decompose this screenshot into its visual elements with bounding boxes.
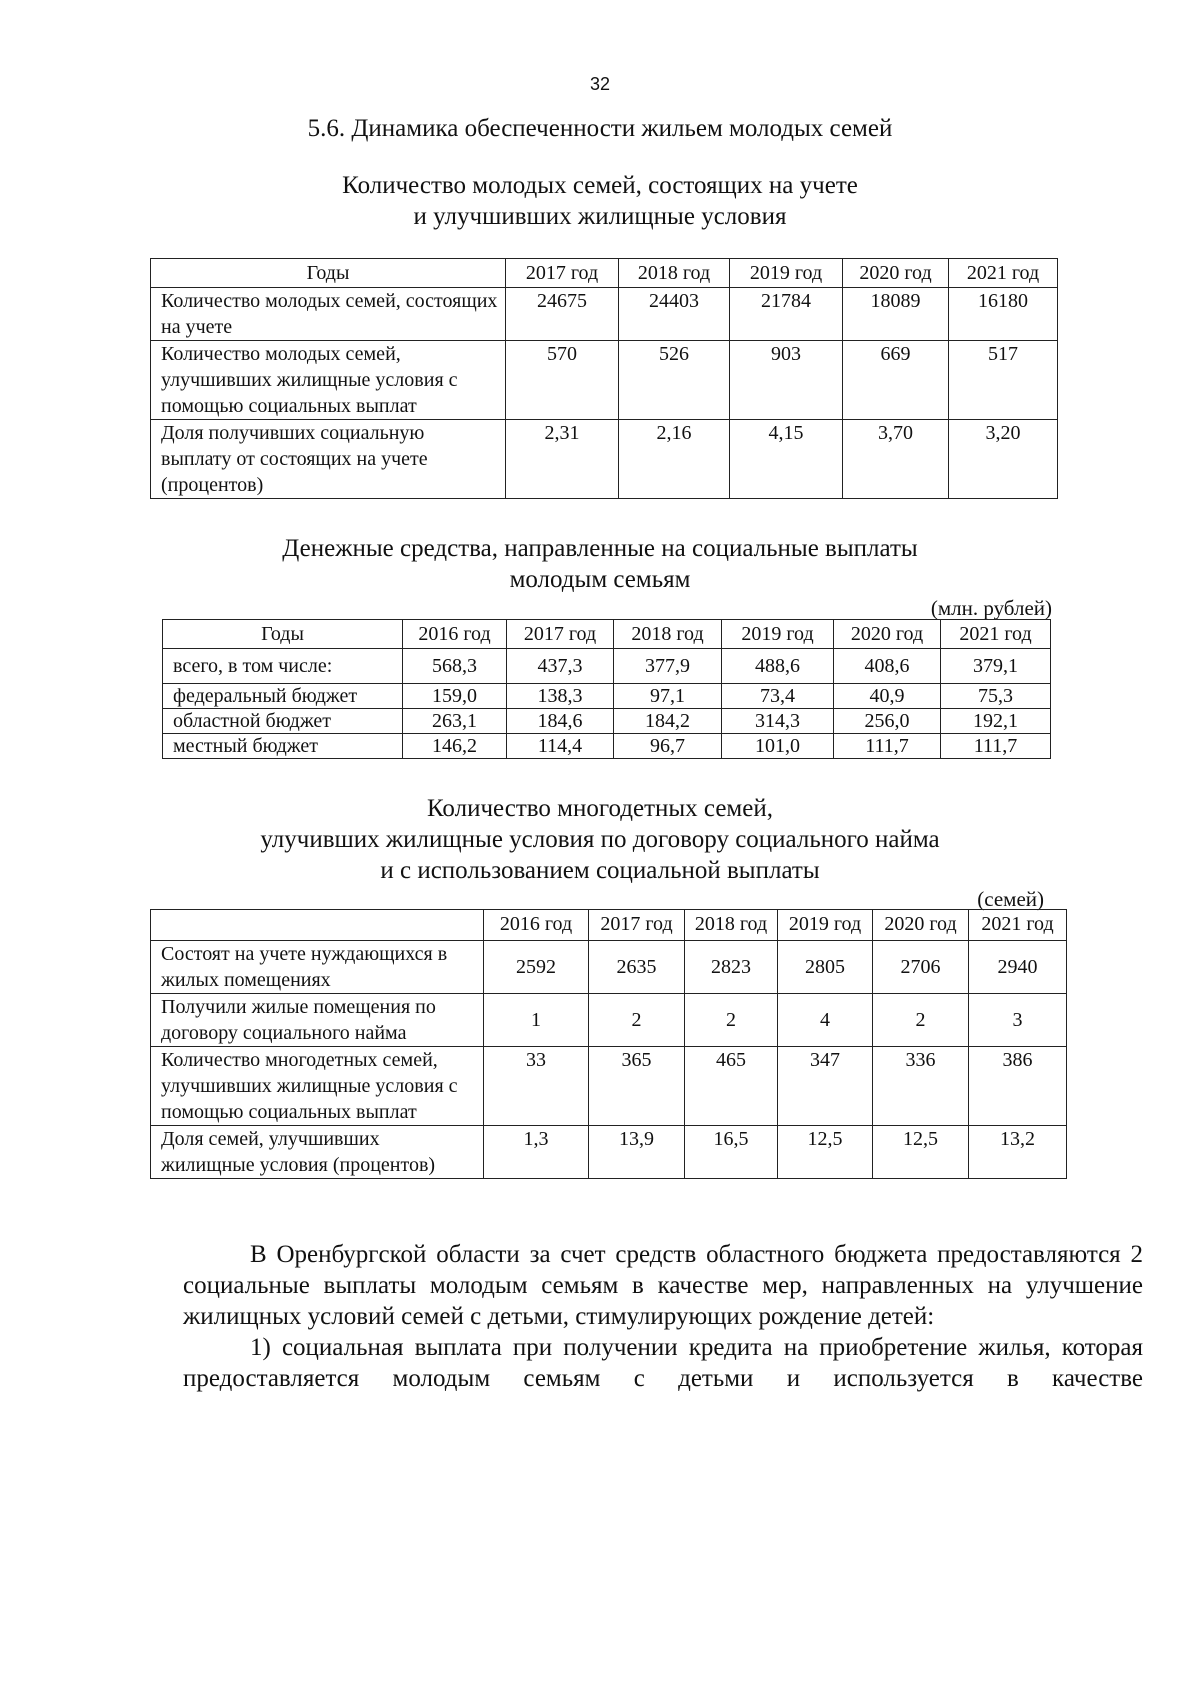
column-header: 2020 год (834, 620, 941, 649)
table-cell: 2635 (589, 941, 685, 994)
table-cell: 111,7 (941, 734, 1051, 759)
row-label: Количество молодых семей, улучшивших жилищные условия с помощью социальных выплат (151, 341, 506, 420)
table-cell: 40,9 (834, 684, 941, 709)
social-payments-table (162, 619, 1051, 759)
table-cell: 903 (730, 341, 843, 420)
table-cell: 21784 (730, 288, 843, 341)
large-families-table (150, 909, 1067, 1179)
table-cell: 437,3 (507, 649, 614, 684)
row-label: Доля получивших социальную выплату от состоящих на учете (процентов) (151, 420, 506, 499)
table1-title-line-1: Количество молодых семей, состоящих на учете (342, 172, 858, 199)
table1-title-line-2: и улучшивших жилищные условия (413, 203, 787, 230)
table-row (163, 649, 1051, 684)
table3-title-line-3: и с использованием социальной выплаты (380, 857, 820, 884)
table3-title-line-1: Количество многодетных семей, (427, 795, 773, 822)
table2-unit: (млн. рублей) (930, 596, 1052, 620)
table-cell: 526 (619, 341, 730, 420)
table-row (151, 420, 1058, 499)
table-row (151, 288, 1058, 341)
table-cell: 2 (685, 994, 778, 1047)
table-cell: 408,6 (834, 649, 941, 684)
table-cell: 379,1 (941, 649, 1051, 684)
column-header: 2020 год (843, 259, 949, 288)
table-cell: 1 (484, 994, 589, 1047)
table-cell: 2805 (778, 941, 873, 994)
table-cell: 2,16 (619, 420, 730, 499)
table-cell: 12,5 (778, 1126, 873, 1179)
table-cell: 347 (778, 1047, 873, 1126)
column-header: 2016 год (403, 620, 507, 649)
table-row (151, 1126, 1067, 1179)
table-header-row (163, 620, 1051, 649)
column-header: 2021 год (969, 910, 1067, 941)
young-families-table (150, 258, 1058, 499)
table-cell: 16180 (949, 288, 1058, 341)
row-label: всего, в том числе: (163, 649, 403, 684)
table2-title-line-1: Денежные средства, направленные на социальные выплаты (282, 535, 918, 562)
table-cell: 465 (685, 1047, 778, 1126)
table-cell: 2,31 (506, 420, 619, 499)
table-cell: 2706 (873, 941, 969, 994)
table-row (151, 941, 1067, 994)
column-header: 2020 год (873, 910, 969, 941)
table-cell: 669 (843, 341, 949, 420)
table-cell: 138,3 (507, 684, 614, 709)
table-cell: 192,1 (941, 709, 1051, 734)
column-header (151, 910, 484, 941)
column-header: 2021 год (949, 259, 1058, 288)
table-cell: 12,5 (873, 1126, 969, 1179)
table-cell: 96,7 (614, 734, 722, 759)
table2-title-line-2: молодым семьям (509, 566, 691, 593)
table-cell: 18089 (843, 288, 949, 341)
table-cell: 24403 (619, 288, 730, 341)
table-row (151, 994, 1067, 1047)
table-cell: 568,3 (403, 649, 507, 684)
table3-title-line-2: улучивших жилищные условия по договору социального найма (260, 826, 940, 853)
table-cell: 33 (484, 1047, 589, 1126)
table-cell: 3,20 (949, 420, 1058, 499)
table-cell: 1,3 (484, 1126, 589, 1179)
table-cell: 314,3 (722, 709, 834, 734)
table-cell: 13,9 (589, 1126, 685, 1179)
table-cell: 184,2 (614, 709, 722, 734)
table-cell: 97,1 (614, 684, 722, 709)
table-cell: 365 (589, 1047, 685, 1126)
row-label: федеральный бюджет (163, 684, 403, 709)
page-number: 32 (589, 74, 611, 94)
column-header: 2016 год (484, 910, 589, 941)
table-cell: 386 (969, 1047, 1067, 1126)
table-cell: 488,6 (722, 649, 834, 684)
column-header: 2019 год (730, 259, 843, 288)
table-cell: 263,1 (403, 709, 507, 734)
table-cell: 73,4 (722, 684, 834, 709)
body-text (183, 1239, 1143, 1394)
table-cell: 377,9 (614, 649, 722, 684)
column-header: 2021 год (941, 620, 1051, 649)
table-cell: 336 (873, 1047, 969, 1126)
table-cell: 4,15 (730, 420, 843, 499)
table-cell: 184,6 (507, 709, 614, 734)
table3-unit: (семей) (977, 887, 1044, 911)
table-cell: 13,2 (969, 1126, 1067, 1179)
row-label: Состоят на учете нуждающихся в жилых помещениях (151, 941, 484, 994)
row-label: Количество многодетных семей, улучшивших жилищные условия с помощью социальных выплат (151, 1047, 484, 1126)
table-header-row (151, 259, 1058, 288)
table-row (163, 709, 1051, 734)
row-label: местный бюджет (163, 734, 403, 759)
table-cell: 75,3 (941, 684, 1051, 709)
table-cell: 2 (589, 994, 685, 1047)
column-header: 2018 год (614, 620, 722, 649)
table-row (151, 341, 1058, 420)
column-header: 2017 год (507, 620, 614, 649)
table-cell: 159,0 (403, 684, 507, 709)
column-header: Годы (151, 259, 506, 288)
table-row (163, 684, 1051, 709)
table-cell: 256,0 (834, 709, 941, 734)
table-cell: 16,5 (685, 1126, 778, 1179)
table-cell: 517 (949, 341, 1058, 420)
column-header: Годы (163, 620, 403, 649)
table-cell: 2592 (484, 941, 589, 994)
column-header: 2018 год (619, 259, 730, 288)
table-cell: 2823 (685, 941, 778, 994)
row-label: Доля семей, улучшивших жилищные условия (процентов) (151, 1126, 484, 1179)
table-row (163, 734, 1051, 759)
column-header: 2018 год (685, 910, 778, 941)
column-header: 2019 год (722, 620, 834, 649)
table-cell: 3 (969, 994, 1067, 1047)
row-label: областной бюджет (163, 709, 403, 734)
table-cell: 111,7 (834, 734, 941, 759)
body-paragraph: В Оренбургской области за счет средств областного бюджета предоставляются 2 социальные выплаты молодым семьям в качестве мер, направленных на улучшение жилищных условий семей с детьми, стимулирующих рождение детей: (183, 1241, 1143, 1330)
table-cell: 101,0 (722, 734, 834, 759)
table-header-row (151, 910, 1067, 941)
table-cell: 24675 (506, 288, 619, 341)
table-cell: 2 (873, 994, 969, 1047)
body-paragraph: 1) социальная выплата при получении кредита на приобретение жилья, которая предоставляется молодым семьям с детьми и используется в качестве (183, 1334, 1143, 1392)
table-cell: 146,2 (403, 734, 507, 759)
row-label: Количество молодых семей, состоящих на учете (151, 288, 506, 341)
section-title: 5.6. Динамика обеспеченности жильем молодых семей (307, 115, 893, 142)
column-header: 2017 год (506, 259, 619, 288)
row-label: Получили жилые помещения по договору социального найма (151, 994, 484, 1047)
column-header: 2019 год (778, 910, 873, 941)
table-row (151, 1047, 1067, 1126)
table-cell: 3,70 (843, 420, 949, 499)
table-cell: 2940 (969, 941, 1067, 994)
table-cell: 114,4 (507, 734, 614, 759)
column-header: 2017 год (589, 910, 685, 941)
table-cell: 4 (778, 994, 873, 1047)
table-cell: 570 (506, 341, 619, 420)
